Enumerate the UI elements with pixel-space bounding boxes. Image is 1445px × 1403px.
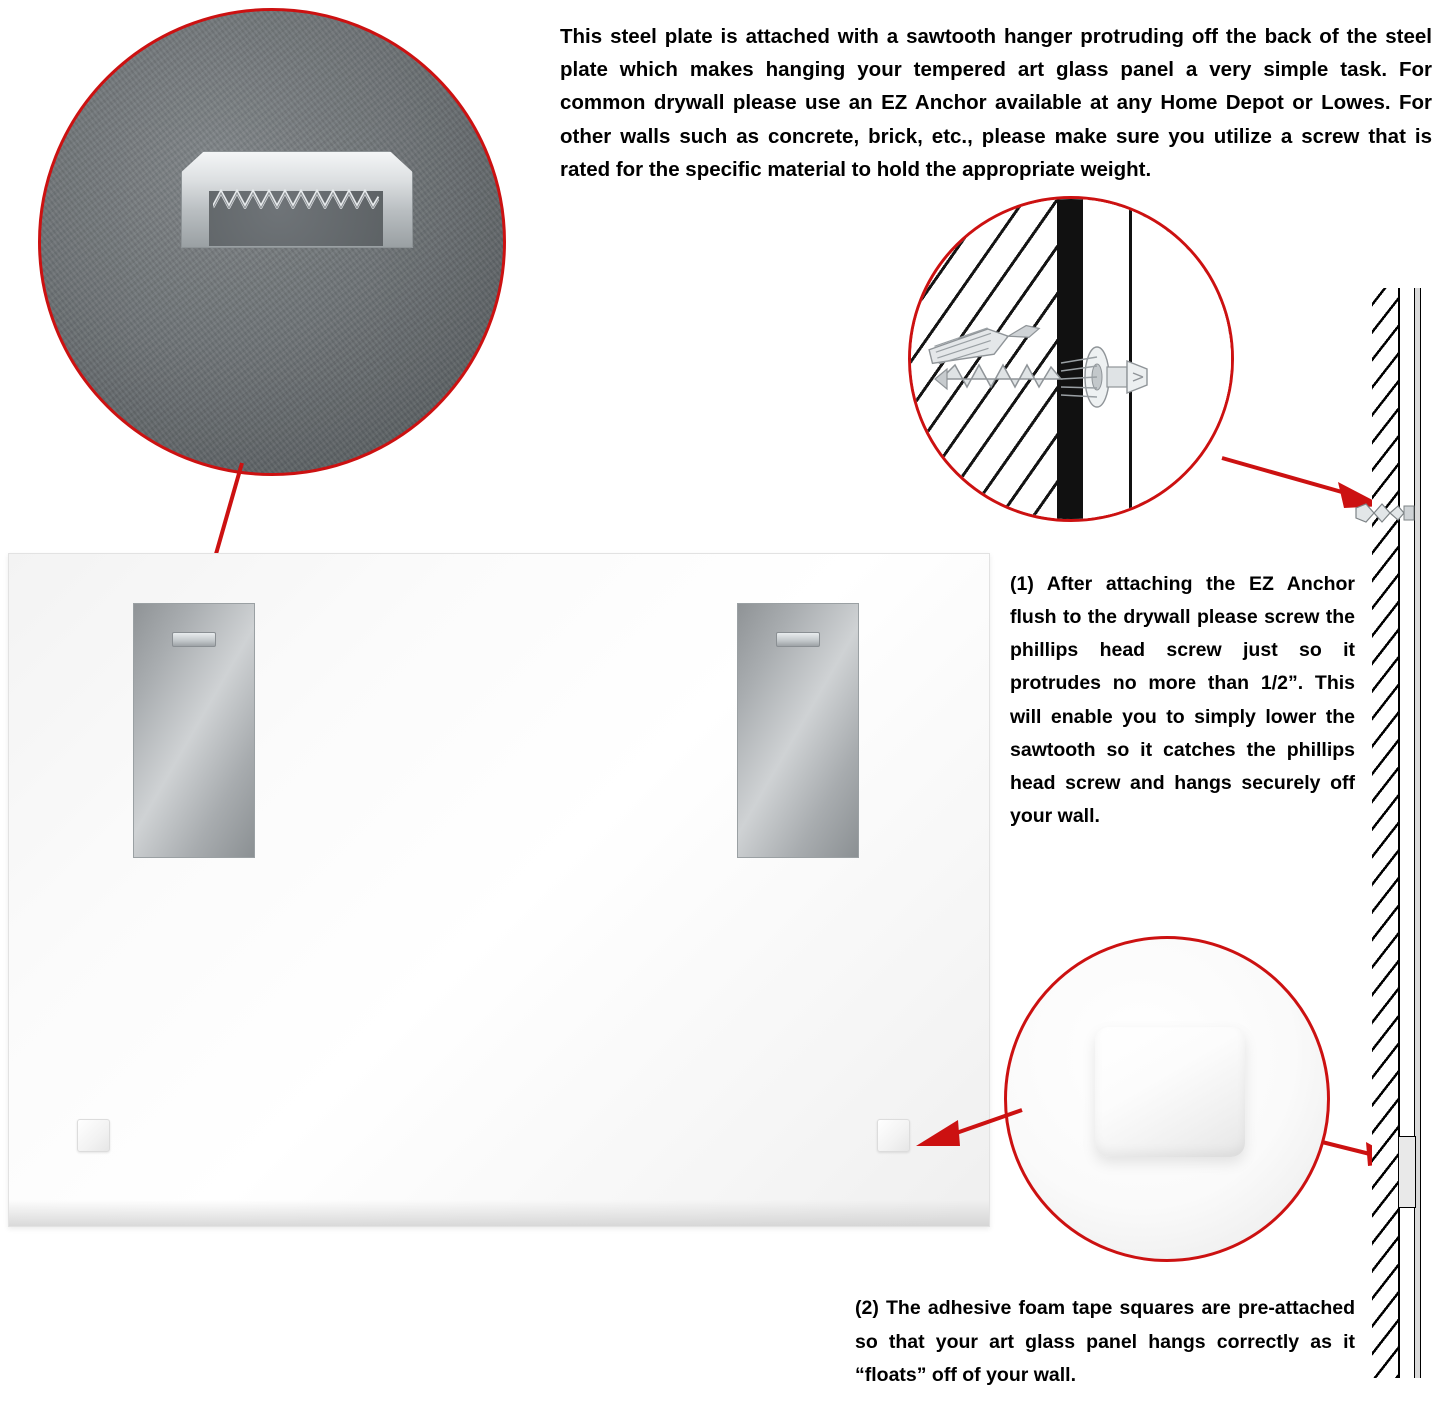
drywall-hatch: [1372, 288, 1398, 1378]
steel-plate-left: [133, 603, 255, 858]
ez-anchor-and-screw-icon: [921, 317, 1227, 422]
step-2-paragraph: (2) The adhesive foam tape squares are pre-attached so that your art glass panel hangs correctly as it “floats” off of your wall.: [855, 1297, 1355, 1387]
ez-anchor-closeup: [908, 196, 1234, 522]
wall-screw-icon: [1354, 500, 1416, 526]
foam-pad-bottom-right: [877, 1119, 910, 1152]
wall-cross-section: [1372, 288, 1436, 1378]
foam-spacer-section: [1398, 1136, 1416, 1208]
intro-paragraph: This steel plate is attached with a sawtooth hanger protruding off the back of the steel plate which makes hanging your tempered art glass panel a very simple task. For common drywall please use an EZ Anchor available at any Home Depot or Lowes. For other walls such as concrete, brick, etc., please make sure you utilize a screw that is rated for the specific material to hold the appropriate weight.: [560, 25, 1432, 181]
foam-tape-square-large: [1095, 1027, 1245, 1157]
sawtooth-hanger-right-icon: [776, 632, 820, 647]
art-glass-panel-back: [8, 553, 990, 1227]
steel-plate-right: [737, 603, 859, 858]
sawtooth-hanger-left-icon: [172, 632, 216, 647]
foam-pad-bottom-left: [77, 1119, 110, 1152]
sawtooth-hanger: [181, 151, 411, 246]
wall-face-line: [1398, 288, 1400, 1378]
glass-panel-edge: [1414, 288, 1421, 1378]
foam-tape-closeup: [1004, 936, 1330, 1262]
sawtooth-teeth-icon: [213, 189, 379, 209]
step-1-paragraph: (1) After attaching the EZ Anchor flush to the drywall please screw the phillips head screw just so it protrudes no more than 1/2”. This will enable you to simply lower the sawtooth so it catches the phillips head screw and hangs securely off your wall.: [1010, 573, 1355, 827]
sawtooth-hanger-closeup: [38, 8, 506, 476]
